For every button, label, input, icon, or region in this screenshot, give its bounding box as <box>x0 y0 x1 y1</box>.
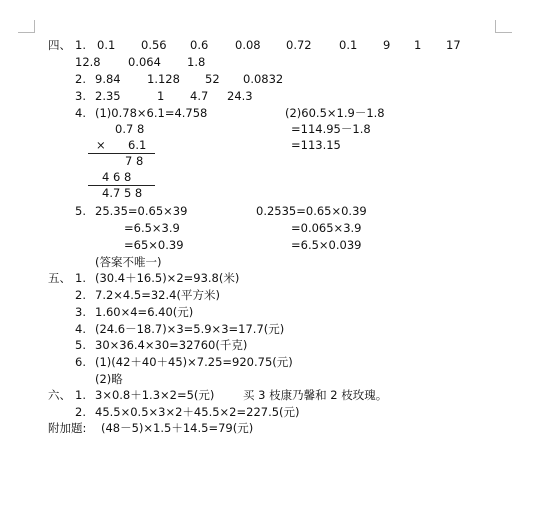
equation: (30.4＋16.5)×2=93.8(米) <box>95 271 240 285</box>
equation: =0.065×3.9 <box>291 221 362 235</box>
question-number: 3. <box>75 89 86 103</box>
equation: (2)60.5×1.9－1.8 <box>285 106 385 120</box>
question-number: 5. <box>75 204 86 218</box>
equation: 7.2×4.5=32.4(平方米) <box>95 288 220 302</box>
answer-value: 2.35 <box>95 89 121 103</box>
page-corner-mark-right <box>495 20 512 33</box>
question-number: 5. <box>75 338 86 352</box>
answer-note: (2)略 <box>95 372 123 386</box>
equation: =6.5×3.9 <box>124 221 180 235</box>
answer-sentence: 买 3 枝康乃馨和 2 枝玫瑰。 <box>243 388 388 402</box>
equation: 0.2535=0.65×0.39 <box>256 204 367 218</box>
question-number: 1. <box>75 388 86 402</box>
mult-divider-line <box>88 153 155 154</box>
equation: (24.6－18.7)×3=5.9×3=17.7(元) <box>95 322 285 336</box>
answer-value: 1.128 <box>147 72 180 86</box>
answer-value: 0.6 <box>190 38 209 52</box>
answer-value: 0.064 <box>128 55 161 69</box>
answer-value: 17 <box>446 38 461 52</box>
section-5-label: 五、 <box>48 271 71 285</box>
equation: (1)(42＋40＋45)×7.25=920.75(元) <box>95 355 293 369</box>
answer-value: 1.8 <box>187 55 206 69</box>
mult-multiplicand: 0.7 8 <box>115 122 145 136</box>
equation: =6.5×0.039 <box>291 238 362 252</box>
answer-value: 1 <box>157 89 165 103</box>
mult-operator: × <box>96 138 106 152</box>
equation: (48－5)×1.5＋14.5=79(元) <box>101 421 254 435</box>
section-6-label: 六、 <box>48 388 71 402</box>
question-number: 2. <box>75 288 86 302</box>
mult-result: 4.7 5 8 <box>102 186 143 200</box>
answer-note: (答案不唯一) <box>95 255 162 269</box>
equation: 1.60×4=6.40(元) <box>95 305 194 319</box>
equation: =65×0.39 <box>124 238 184 252</box>
mult-multiplier: 6.1 <box>128 138 147 152</box>
answer-value: 0.56 <box>141 38 167 52</box>
equation: 30×36.4×30=32760(千克) <box>95 338 248 352</box>
mult-partial-product: 7 8 <box>125 154 144 168</box>
question-number: 3. <box>75 305 86 319</box>
extra-question-label: 附加题: <box>48 421 87 435</box>
question-number: 2. <box>75 405 86 419</box>
question-number: 1. <box>75 271 86 285</box>
equation: (1)0.78×6.1=4.758 <box>95 106 208 120</box>
answer-value: 0.08 <box>235 38 261 52</box>
answer-value: 1 <box>414 38 422 52</box>
answer-value: 0.72 <box>286 38 312 52</box>
equation: 45.5×0.5×3×2＋45.5×2=227.5(元) <box>95 405 300 419</box>
question-number: 6. <box>75 355 86 369</box>
answer-value: 0.1 <box>97 38 116 52</box>
equation: =113.15 <box>291 138 341 152</box>
answer-value: 52 <box>205 72 220 86</box>
mult-partial-product: 4 6 8 <box>102 170 132 184</box>
question-number: 1. <box>75 38 86 52</box>
answer-value: 9 <box>383 38 391 52</box>
section-4-label: 四、 <box>48 38 71 52</box>
equation: =114.95－1.8 <box>291 122 371 136</box>
answer-value: 4.7 <box>190 89 209 103</box>
question-number: 2. <box>75 72 86 86</box>
answer-value: 9.84 <box>95 72 121 86</box>
equation: 3×0.8＋1.3×2=5(元) <box>95 388 215 402</box>
question-number: 4. <box>75 106 86 120</box>
page-corner-mark-left <box>18 20 35 33</box>
equation: 25.35=0.65×39 <box>95 204 188 218</box>
answer-value: 0.0832 <box>243 72 284 86</box>
answer-value: 24.3 <box>227 89 253 103</box>
question-number: 4. <box>75 322 86 336</box>
answer-value: 0.1 <box>339 38 358 52</box>
answer-value: 12.8 <box>75 55 101 69</box>
